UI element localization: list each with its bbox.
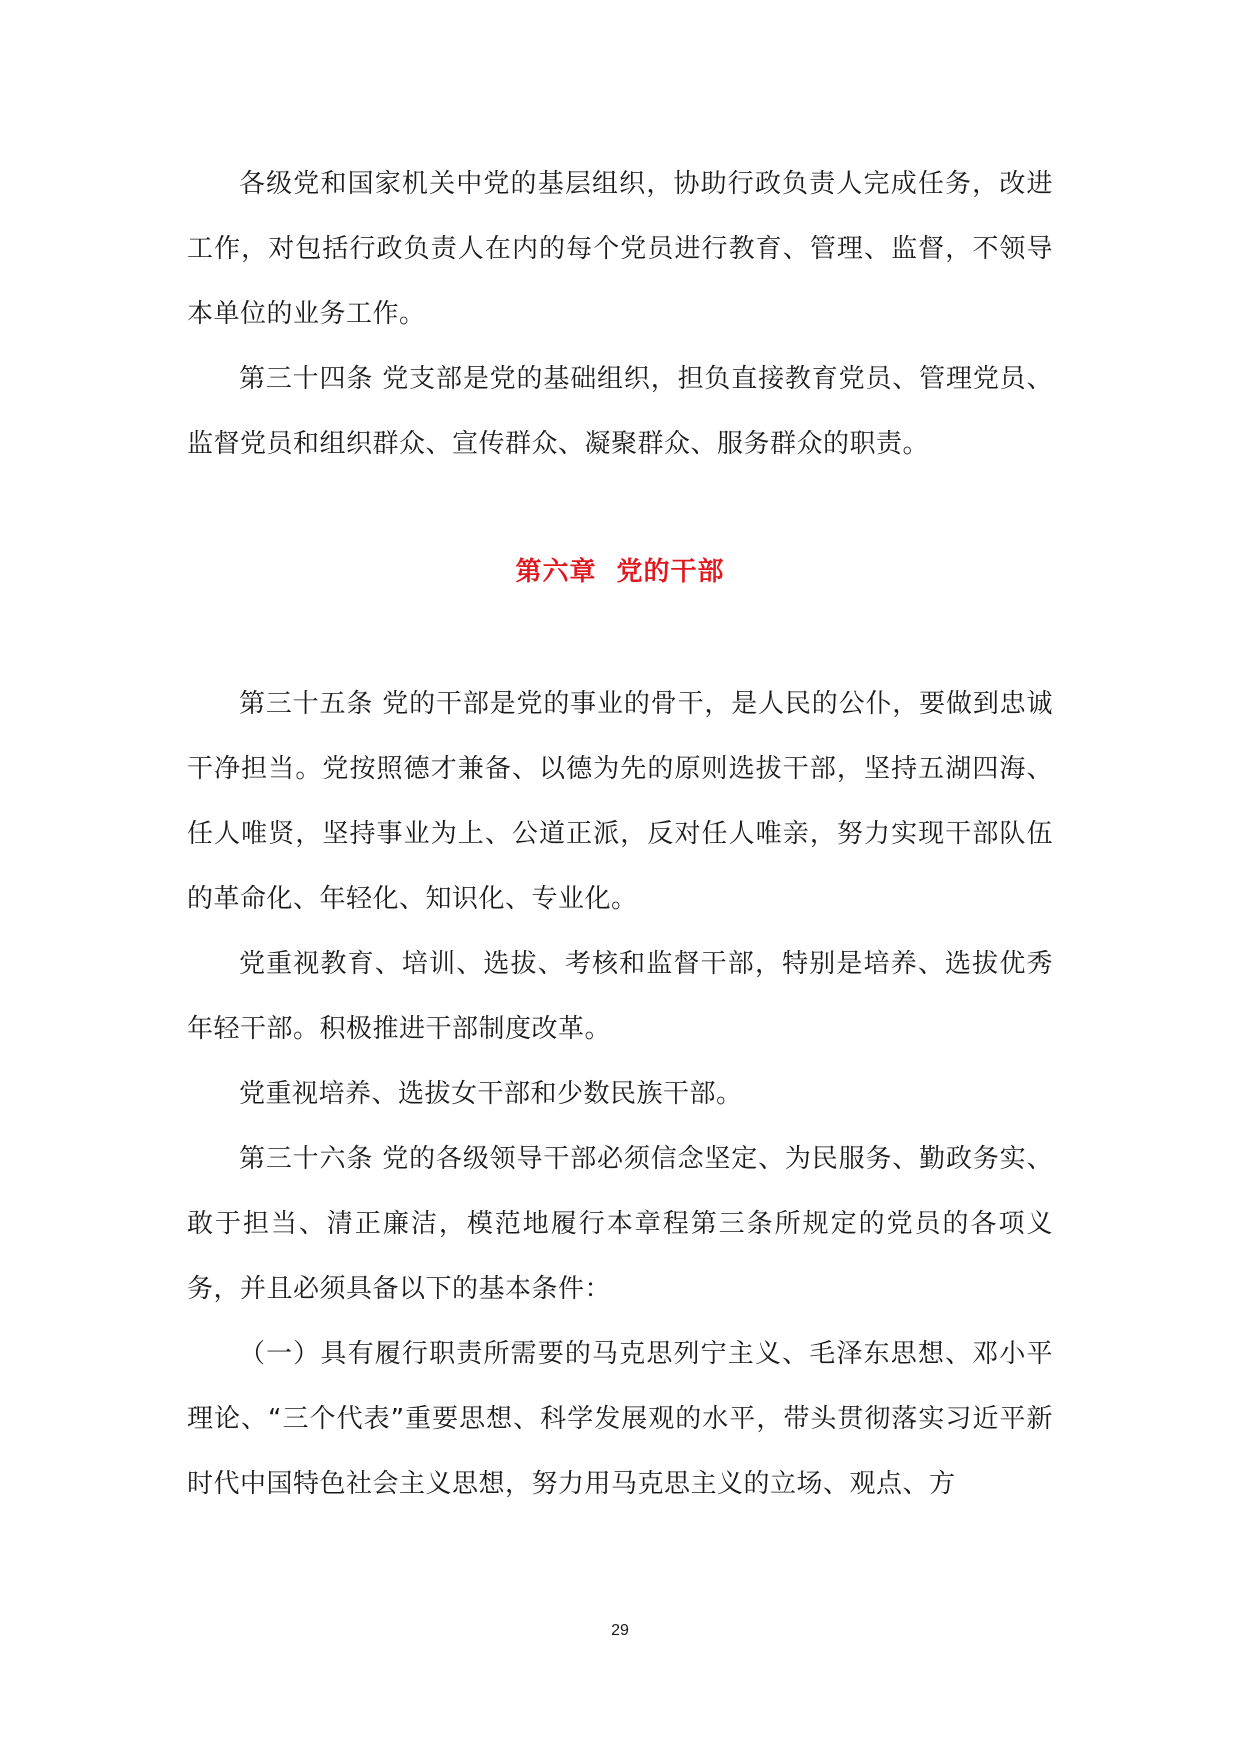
chapter-title: 第六章 党的干部 (515, 557, 725, 587)
paragraph-article-35: 第三十五条 党的干部是党的事业的骨干，是人民的公仆，要做到忠诚干净担当。党按照德才兼备、以德为先的原则选拔干部，坚持五湖四海、任人唯贤，坚持事业为上、公道正派，反对任人唯亲，努力实现干部队伍的革命化、年轻化、知识化、专业化。 (187, 689, 1053, 914)
paragraph-condition-one: （一）具有履行职责所需要的马克思列宁主义、毛泽东思想、邓小平理论、“三个代表”重要思想、科学发展观的水平，带头贯彻落实习近平新时代中国特色社会主义思想，努力用马克思主义的立场、观点、方 (187, 1339, 1053, 1499)
paragraph-women-minority-cadres: 党重视培养、选拔女干部和少数民族干部。 (239, 1079, 743, 1109)
paragraph-cadre-training: 党重视教育、培训、选拔、考核和监督干部，特别是培养、选拔优秀年轻干部。积极推进干部制度改革。 (187, 949, 1053, 1044)
paragraph-article-34: 第三十四条 党支部是党的基础组织，担负直接教育党员、管理党员、监督党员和组织群众、宣传群众、凝聚群众、服务群众的职责。 (187, 364, 1053, 459)
paragraph-grassroots-organizations: 各级党和国家机关中党的基层组织，协助行政负责人完成任务，改进工作，对包括行政负责人在内的每个党员进行教育、管理、监督，不领导本单位的业务工作。 (187, 169, 1053, 329)
page-number: 29 (611, 1622, 629, 1639)
paragraph-article-36: 第三十六条 党的各级领导干部必须信念坚定、为民服务、勤政务实、敢于担当、清正廉洁，模范地履行本章程第三条所规定的党员的各项义务，并且必须具备以下的基本条件： (187, 1144, 1053, 1304)
